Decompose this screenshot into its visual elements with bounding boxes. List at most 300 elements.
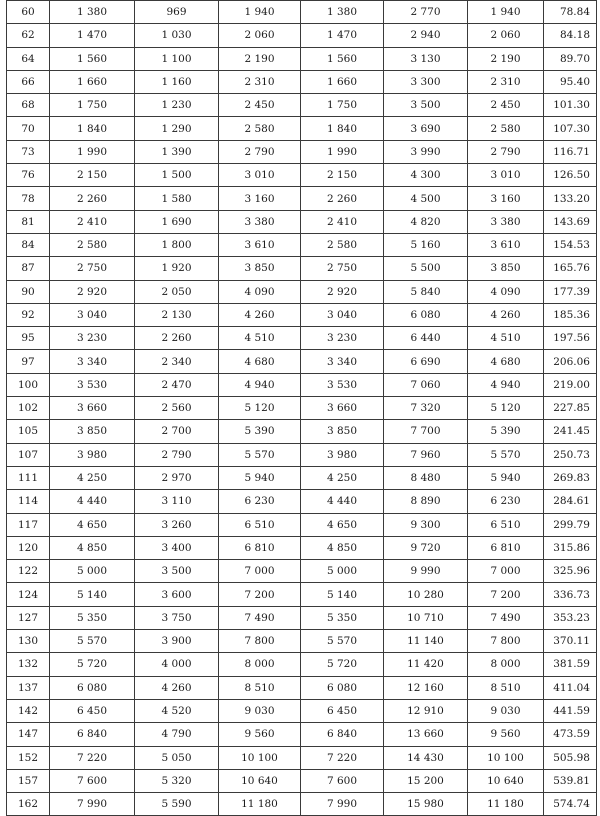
table-cell: 4 520 (135, 699, 219, 722)
table-cell: 5 940 (468, 466, 544, 489)
table-cell: 3 230 (301, 327, 384, 350)
table-cell: 10 100 (468, 746, 544, 769)
table-row (7, 280, 597, 303)
table-cell: 269.83 (544, 466, 597, 489)
row-key-cell: 157 (7, 769, 50, 792)
table-cell: 5 120 (219, 397, 301, 420)
table-cell: 4 680 (468, 350, 544, 373)
table-cell: 3 160 (219, 187, 301, 210)
table-row (7, 210, 597, 233)
row-key-cell: 76 (7, 164, 50, 187)
table-cell: 7 220 (50, 746, 135, 769)
table-cell: 4 090 (219, 280, 301, 303)
table-cell: 11 180 (219, 793, 301, 816)
table-cell: 8 890 (384, 490, 468, 513)
table-cell: 7 960 (384, 443, 468, 466)
table-cell: 9 300 (384, 513, 468, 536)
table-cell: 5 050 (135, 746, 219, 769)
table-cell: 6 230 (219, 490, 301, 513)
table-row (7, 769, 597, 792)
table-cell: 2 060 (219, 24, 301, 47)
table-cell: 2 450 (468, 94, 544, 117)
table-cell: 3 850 (301, 420, 384, 443)
table-cell: 5 720 (301, 653, 384, 676)
row-key-cell: 68 (7, 94, 50, 117)
table-cell: 3 340 (50, 350, 135, 373)
table-cell: 14 430 (384, 746, 468, 769)
table-cell: 1 990 (301, 140, 384, 163)
table-cell: 2 260 (135, 327, 219, 350)
table-cell: 3 850 (219, 257, 301, 280)
table-cell: 4 000 (135, 653, 219, 676)
table-row (7, 233, 597, 256)
table-row (7, 723, 597, 746)
table-cell: 284.61 (544, 490, 597, 513)
table-cell: 185.36 (544, 303, 597, 326)
table-cell: 7 060 (384, 373, 468, 396)
row-key-cell: 162 (7, 793, 50, 816)
table-cell: 2 750 (301, 257, 384, 280)
table-cell: 1 030 (135, 24, 219, 47)
table-cell: 2 580 (468, 117, 544, 140)
table-cell: 2 940 (384, 24, 468, 47)
table-cell: 3 980 (301, 443, 384, 466)
table-cell: 197.56 (544, 327, 597, 350)
table-cell: 353.23 (544, 606, 597, 629)
table-cell: 9 560 (468, 723, 544, 746)
table-cell: 2 410 (50, 210, 135, 233)
table-row (7, 490, 597, 513)
table-cell: 6 510 (219, 513, 301, 536)
table-cell: 143.69 (544, 210, 597, 233)
table-cell: 133.20 (544, 187, 597, 210)
table-row (7, 24, 597, 47)
table-row (7, 560, 597, 583)
row-key-cell: 147 (7, 723, 50, 746)
table-cell: 1 580 (135, 187, 219, 210)
table-cell: 505.98 (544, 746, 597, 769)
row-key-cell: 81 (7, 210, 50, 233)
table-cell: 4 250 (301, 466, 384, 489)
table-cell: 6 080 (301, 676, 384, 699)
table-cell: 250.73 (544, 443, 597, 466)
table-cell: 7 490 (219, 606, 301, 629)
table-cell: 227.85 (544, 397, 597, 420)
table-cell: 9 560 (219, 723, 301, 746)
table-row (7, 327, 597, 350)
row-key-cell: 122 (7, 560, 50, 583)
row-key-cell: 105 (7, 420, 50, 443)
table-cell: 3 600 (135, 583, 219, 606)
table-row (7, 140, 597, 163)
table-row (7, 1, 597, 24)
table-cell: 4 440 (301, 490, 384, 513)
table-cell: 969 (135, 1, 219, 24)
table-cell: 107.30 (544, 117, 597, 140)
table-cell: 3 530 (50, 373, 135, 396)
table-cell: 381.59 (544, 653, 597, 676)
table-cell: 3 160 (468, 187, 544, 210)
table-cell: 206.06 (544, 350, 597, 373)
table-cell: 15 980 (384, 793, 468, 816)
table-cell: 3 660 (301, 397, 384, 420)
table-cell: 6 510 (468, 513, 544, 536)
table-row (7, 257, 597, 280)
table-cell: 1 800 (135, 233, 219, 256)
table-cell: 95.40 (544, 70, 597, 93)
table-cell: 4 260 (135, 676, 219, 699)
table-cell: 2 130 (135, 303, 219, 326)
table-cell: 2 260 (50, 187, 135, 210)
table-cell: 7 220 (301, 746, 384, 769)
table-cell: 5 500 (384, 257, 468, 280)
table-cell: 4 500 (384, 187, 468, 210)
table-row (7, 699, 597, 722)
table-cell: 3 500 (384, 94, 468, 117)
row-key-cell: 137 (7, 676, 50, 699)
table-cell: 3 610 (219, 233, 301, 256)
table-cell: 5 570 (301, 630, 384, 653)
table-cell: 1 100 (135, 47, 219, 70)
table-cell: 1 470 (50, 24, 135, 47)
table-cell: 3 380 (219, 210, 301, 233)
table-cell: 441.59 (544, 699, 597, 722)
table-cell: 7 490 (468, 606, 544, 629)
table-cell: 6 080 (50, 676, 135, 699)
table-cell: 2 920 (50, 280, 135, 303)
row-key-cell: 78 (7, 187, 50, 210)
table-cell: 2 580 (50, 233, 135, 256)
table-cell: 2 790 (219, 140, 301, 163)
table-cell: 10 100 (219, 746, 301, 769)
table-cell: 7 000 (468, 560, 544, 583)
table-cell: 13 660 (384, 723, 468, 746)
table-cell: 5 000 (301, 560, 384, 583)
row-key-cell: 92 (7, 303, 50, 326)
table-row (7, 630, 597, 653)
table-cell: 2 970 (135, 466, 219, 489)
table-cell: 2 920 (301, 280, 384, 303)
table-cell: 7 800 (219, 630, 301, 653)
table-cell: 3 610 (468, 233, 544, 256)
table-cell: 12 160 (384, 676, 468, 699)
table-cell: 3 010 (219, 164, 301, 187)
table-cell: 4 440 (50, 490, 135, 513)
table-cell: 165.76 (544, 257, 597, 280)
data-table-page (6, 0, 596, 811)
table-cell: 2 190 (219, 47, 301, 70)
table-cell: 4 510 (219, 327, 301, 350)
table-cell: 9 990 (384, 560, 468, 583)
table-row (7, 117, 597, 140)
table-cell: 3 990 (384, 140, 468, 163)
table-cell: 1 840 (50, 117, 135, 140)
table-cell: 325.96 (544, 560, 597, 583)
table-cell: 1 940 (219, 1, 301, 24)
table-cell: 3 400 (135, 536, 219, 559)
table-cell: 2 310 (468, 70, 544, 93)
table-cell: 5 570 (219, 443, 301, 466)
table-cell: 5 720 (50, 653, 135, 676)
table-cell: 6 230 (468, 490, 544, 513)
table-cell: 4 300 (384, 164, 468, 187)
table-cell: 4 090 (468, 280, 544, 303)
row-key-cell: 87 (7, 257, 50, 280)
table-cell: 126.50 (544, 164, 597, 187)
table-cell: 6 450 (301, 699, 384, 722)
table-cell: 2 060 (468, 24, 544, 47)
row-key-cell: 152 (7, 746, 50, 769)
table-cell: 11 420 (384, 653, 468, 676)
table-cell: 473.59 (544, 723, 597, 746)
table-row (7, 303, 597, 326)
table-cell: 539.81 (544, 769, 597, 792)
table-cell: 2 190 (468, 47, 544, 70)
table-cell: 3 850 (50, 420, 135, 443)
table-row (7, 513, 597, 536)
table-cell: 10 640 (219, 769, 301, 792)
table-cell: 1 840 (301, 117, 384, 140)
table-row (7, 164, 597, 187)
table-cell: 78.84 (544, 1, 597, 24)
table-cell: 3 750 (135, 606, 219, 629)
table-cell: 2 580 (301, 233, 384, 256)
table-row (7, 187, 597, 210)
table-cell: 4 680 (219, 350, 301, 373)
table-cell: 3 980 (50, 443, 135, 466)
table-cell: 4 260 (219, 303, 301, 326)
table-cell: 299.79 (544, 513, 597, 536)
row-key-cell: 70 (7, 117, 50, 140)
table-cell: 3 040 (301, 303, 384, 326)
table-row (7, 583, 597, 606)
table-cell: 84.18 (544, 24, 597, 47)
table-cell: 1 160 (135, 70, 219, 93)
table-cell: 9 030 (468, 699, 544, 722)
table-cell: 3 660 (50, 397, 135, 420)
table-cell: 1 380 (301, 1, 384, 24)
data-table (6, 0, 597, 816)
table-cell: 1 660 (50, 70, 135, 93)
table-cell: 11 140 (384, 630, 468, 653)
row-key-cell: 102 (7, 397, 50, 420)
table-cell: 8 000 (468, 653, 544, 676)
table-cell: 5 390 (468, 420, 544, 443)
table-cell: 2 310 (219, 70, 301, 93)
table-cell: 411.04 (544, 676, 597, 699)
table-cell: 6 690 (384, 350, 468, 373)
table-cell: 116.71 (544, 140, 597, 163)
table-row (7, 70, 597, 93)
table-row (7, 676, 597, 699)
row-key-cell: 124 (7, 583, 50, 606)
table-cell: 315.86 (544, 536, 597, 559)
table-cell: 1 560 (301, 47, 384, 70)
table-cell: 7 320 (384, 397, 468, 420)
table-cell: 3 130 (384, 47, 468, 70)
table-cell: 4 940 (468, 373, 544, 396)
table-cell: 6 080 (384, 303, 468, 326)
row-key-cell: 97 (7, 350, 50, 373)
table-cell: 101.30 (544, 94, 597, 117)
table-cell: 3 850 (468, 257, 544, 280)
table-cell: 2 050 (135, 280, 219, 303)
table-cell: 154.53 (544, 233, 597, 256)
table-cell: 1 690 (135, 210, 219, 233)
table-cell: 12 910 (384, 699, 468, 722)
table-cell: 5 940 (219, 466, 301, 489)
row-key-cell: 64 (7, 47, 50, 70)
row-key-cell: 90 (7, 280, 50, 303)
table-cell: 2 790 (468, 140, 544, 163)
table-cell: 3 690 (384, 117, 468, 140)
table-cell: 3 900 (135, 630, 219, 653)
table-cell: 8 510 (219, 676, 301, 699)
table-cell: 6 810 (219, 536, 301, 559)
table-cell: 2 150 (50, 164, 135, 187)
table-cell: 7 990 (50, 793, 135, 816)
table-cell: 5 120 (468, 397, 544, 420)
table-cell: 2 150 (301, 164, 384, 187)
table-cell: 1 920 (135, 257, 219, 280)
table-cell: 5 140 (50, 583, 135, 606)
row-key-cell: 66 (7, 70, 50, 93)
row-key-cell: 127 (7, 606, 50, 629)
row-key-cell: 132 (7, 653, 50, 676)
table-row (7, 746, 597, 769)
table-cell: 5 350 (301, 606, 384, 629)
table-cell: 8 510 (468, 676, 544, 699)
table-cell: 4 510 (468, 327, 544, 350)
table-cell: 7 600 (301, 769, 384, 792)
table-cell: 1 470 (301, 24, 384, 47)
table-cell: 5 570 (50, 630, 135, 653)
table-cell: 7 600 (50, 769, 135, 792)
table-row (7, 373, 597, 396)
table-cell: 6 450 (50, 699, 135, 722)
table-cell: 2 790 (135, 443, 219, 466)
table-cell: 7 000 (219, 560, 301, 583)
table-cell: 2 770 (384, 1, 468, 24)
table-cell: 7 990 (301, 793, 384, 816)
table-row (7, 793, 597, 816)
row-key-cell: 95 (7, 327, 50, 350)
table-cell: 3 260 (135, 513, 219, 536)
table-row (7, 47, 597, 70)
table-cell: 1 390 (135, 140, 219, 163)
table-cell: 4 850 (50, 536, 135, 559)
table-cell: 5 000 (50, 560, 135, 583)
table-cell: 574.74 (544, 793, 597, 816)
table-row (7, 466, 597, 489)
table-cell: 3 380 (468, 210, 544, 233)
table-row (7, 350, 597, 373)
table-cell: 2 450 (219, 94, 301, 117)
table-cell: 5 590 (135, 793, 219, 816)
table-cell: 4 650 (301, 513, 384, 536)
table-cell: 5 160 (384, 233, 468, 256)
table-cell: 4 850 (301, 536, 384, 559)
table-cell: 4 940 (219, 373, 301, 396)
table-row (7, 606, 597, 629)
table-cell: 3 110 (135, 490, 219, 513)
table-cell: 11 180 (468, 793, 544, 816)
table-cell: 3 530 (301, 373, 384, 396)
table-cell: 4 790 (135, 723, 219, 746)
table-cell: 5 320 (135, 769, 219, 792)
table-cell: 8 000 (219, 653, 301, 676)
table-cell: 4 250 (50, 466, 135, 489)
row-key-cell: 62 (7, 24, 50, 47)
table-cell: 4 820 (384, 210, 468, 233)
table-cell: 6 810 (468, 536, 544, 559)
table-cell: 6 840 (50, 723, 135, 746)
row-key-cell: 117 (7, 513, 50, 536)
table-cell: 10 280 (384, 583, 468, 606)
table-cell: 1 560 (50, 47, 135, 70)
table-cell: 1 660 (301, 70, 384, 93)
table-cell: 7 700 (384, 420, 468, 443)
row-key-cell: 60 (7, 1, 50, 24)
row-key-cell: 84 (7, 233, 50, 256)
table-cell: 89.70 (544, 47, 597, 70)
table-cell: 1 500 (135, 164, 219, 187)
table-cell: 3 500 (135, 560, 219, 583)
table-cell: 3 230 (50, 327, 135, 350)
table-row (7, 397, 597, 420)
table-cell: 3 040 (50, 303, 135, 326)
table-row (7, 653, 597, 676)
table-cell: 5 840 (384, 280, 468, 303)
row-key-cell: 107 (7, 443, 50, 466)
table-cell: 3 340 (301, 350, 384, 373)
table-cell: 336.73 (544, 583, 597, 606)
table-cell: 5 140 (301, 583, 384, 606)
table-cell: 9 720 (384, 536, 468, 559)
table-cell: 6 840 (301, 723, 384, 746)
table-cell: 2 560 (135, 397, 219, 420)
table-cell: 1 990 (50, 140, 135, 163)
table-cell: 5 390 (219, 420, 301, 443)
table-cell: 2 700 (135, 420, 219, 443)
row-key-cell: 142 (7, 699, 50, 722)
table-cell: 177.39 (544, 280, 597, 303)
row-key-cell: 111 (7, 466, 50, 489)
table-cell: 2 260 (301, 187, 384, 210)
table-cell: 6 440 (384, 327, 468, 350)
table-cell: 1 230 (135, 94, 219, 117)
row-key-cell: 100 (7, 373, 50, 396)
table-cell: 2 580 (219, 117, 301, 140)
table-cell: 4 260 (468, 303, 544, 326)
table-row (7, 94, 597, 117)
table-cell: 1 750 (50, 94, 135, 117)
table-cell: 8 480 (384, 466, 468, 489)
table-cell: 1 750 (301, 94, 384, 117)
table-cell: 7 200 (219, 583, 301, 606)
table-cell: 219.00 (544, 373, 597, 396)
table-cell: 7 800 (468, 630, 544, 653)
table-cell: 370.11 (544, 630, 597, 653)
row-key-cell: 114 (7, 490, 50, 513)
table-cell: 5 570 (468, 443, 544, 466)
table-cell: 2 470 (135, 373, 219, 396)
table-row (7, 443, 597, 466)
table-cell: 4 650 (50, 513, 135, 536)
row-key-cell: 73 (7, 140, 50, 163)
row-key-cell: 130 (7, 630, 50, 653)
row-key-cell: 120 (7, 536, 50, 559)
